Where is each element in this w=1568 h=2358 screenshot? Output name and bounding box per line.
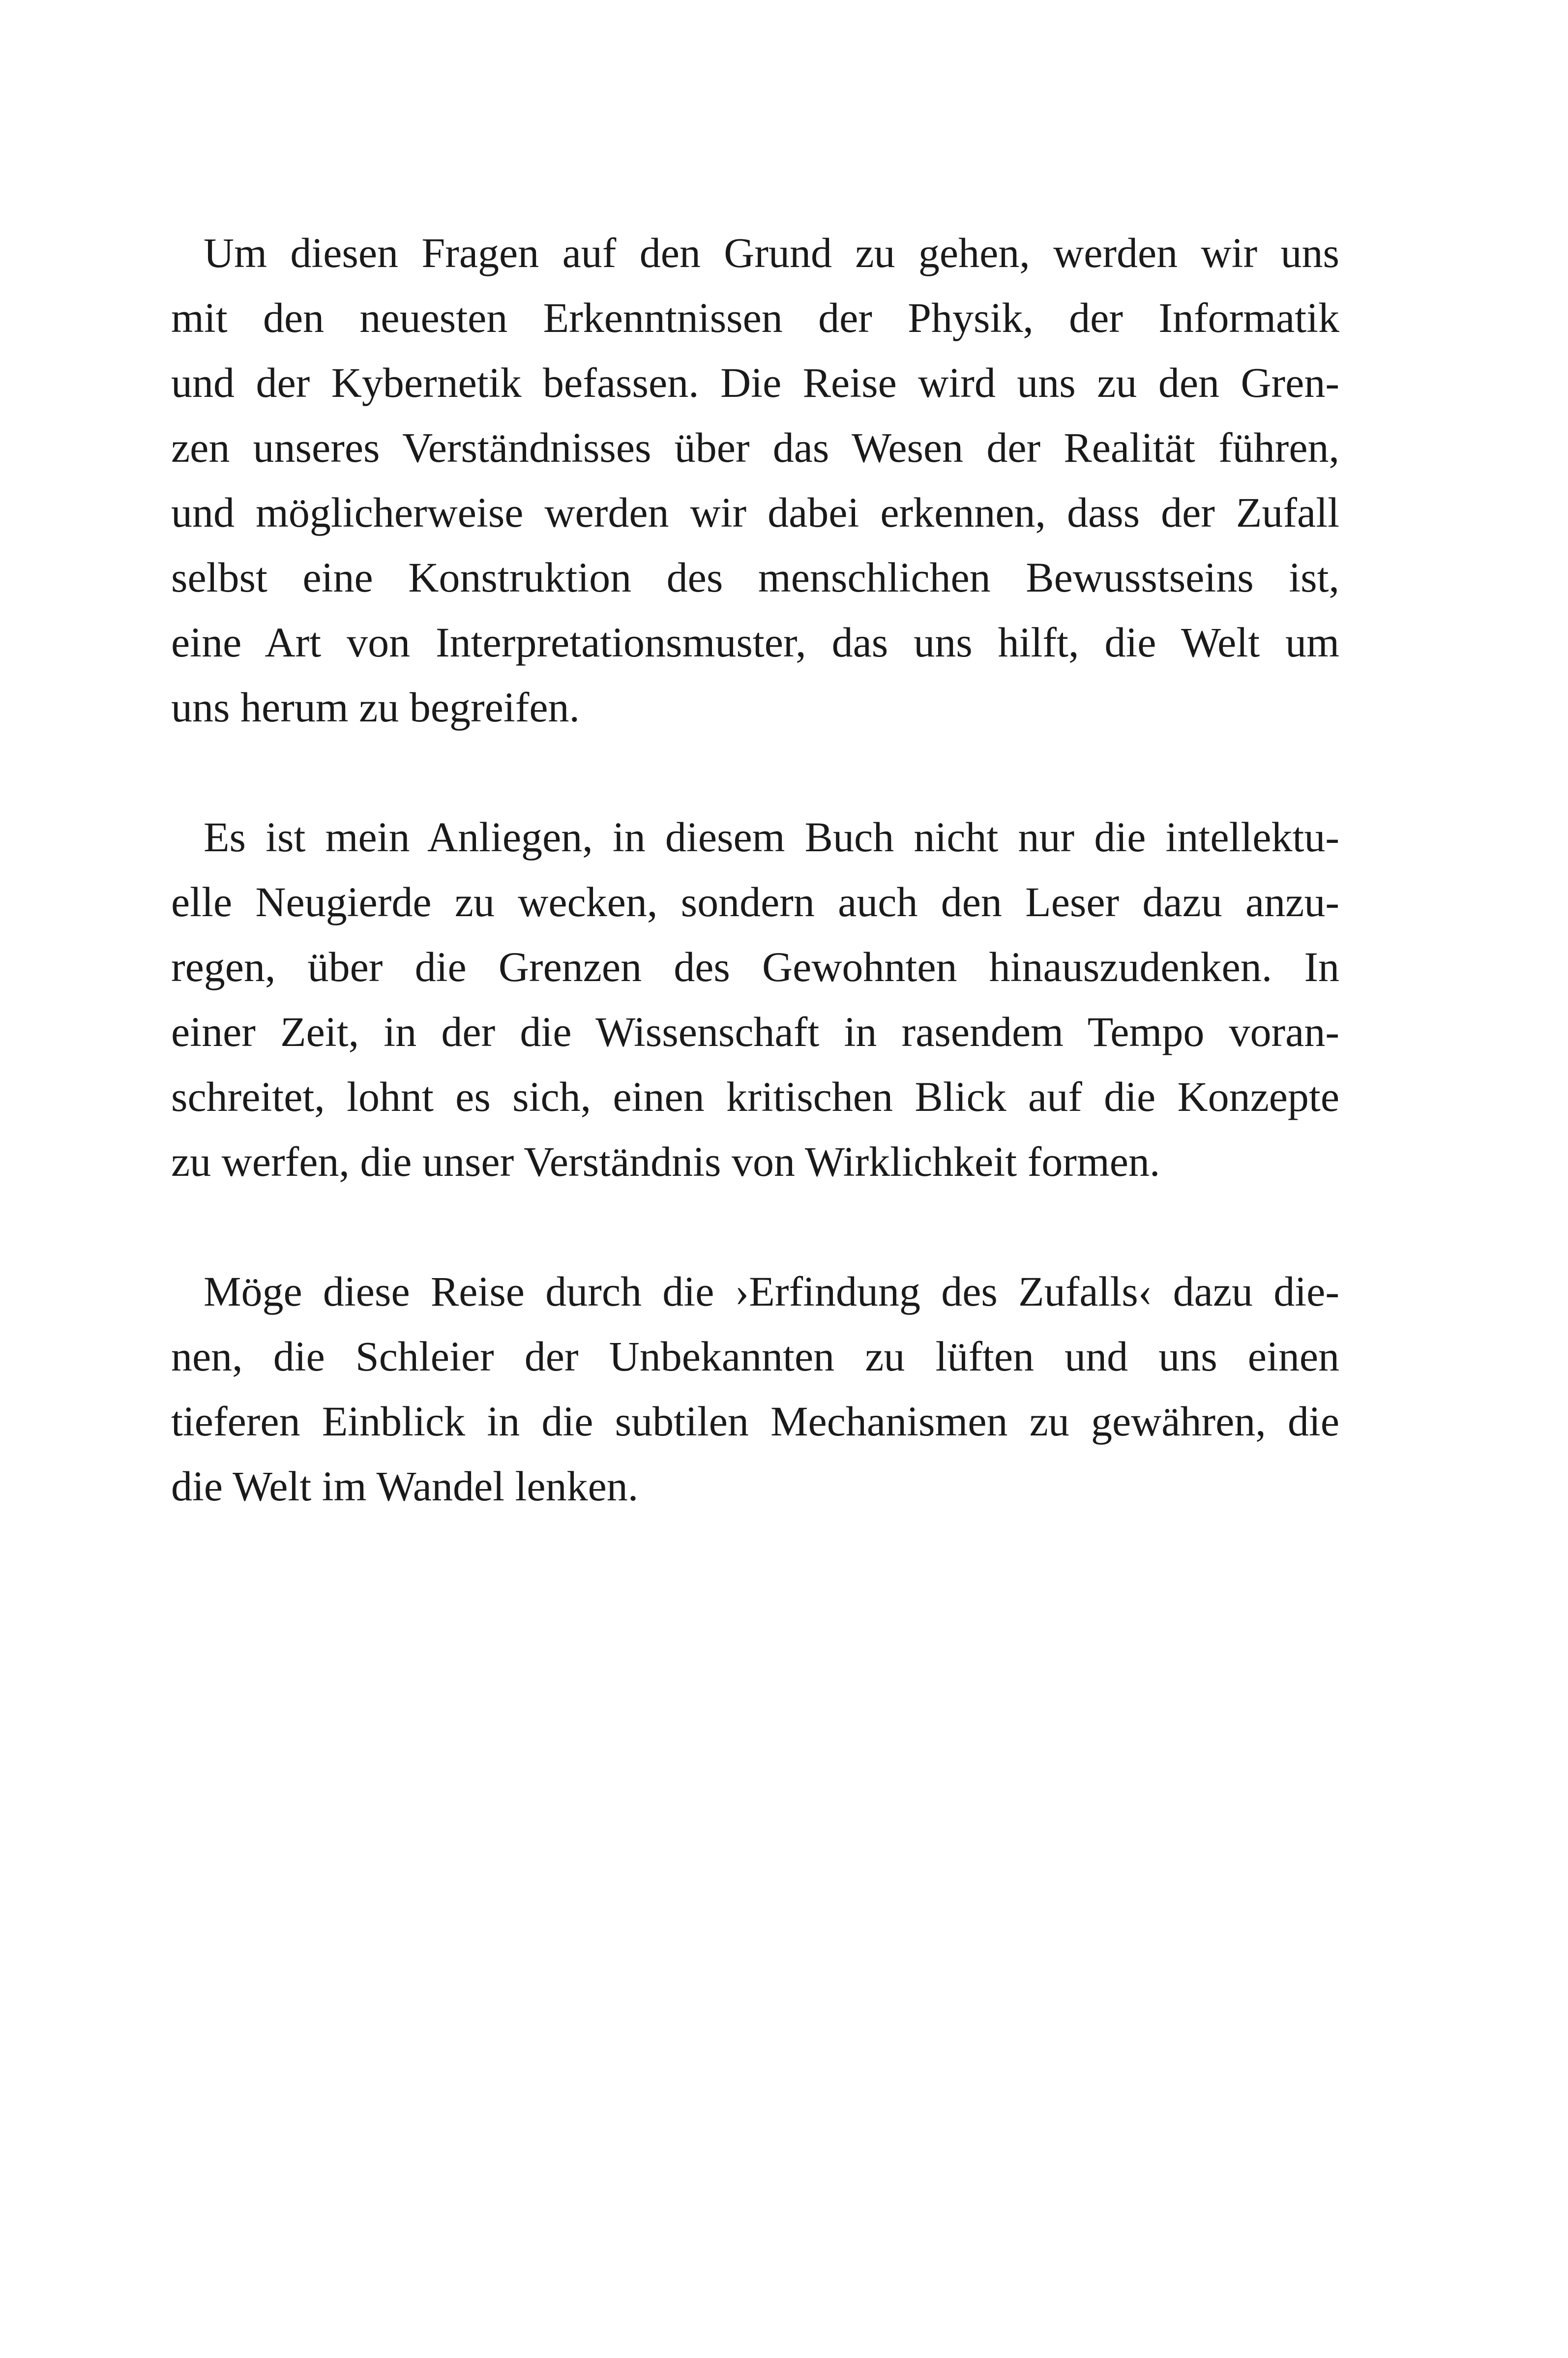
- text-line: regen, über die Grenzen des Gewohnten hinauszudenken. In: [171, 943, 1339, 990]
- body-text: [171, 220, 1339, 1519]
- text-line: und der Kybernetik befassen. Die Reise wird uns zu den Gren-: [171, 359, 1339, 406]
- text-line: zu werfen, die unser Verständnis von Wirklichkeit formen.: [171, 1138, 1160, 1185]
- text-line: schreitet, lohnt es sich, einen kritischen Blick auf die Konzepte: [171, 1073, 1339, 1120]
- text-line: Es ist mein Anliegen, in diesem Buch nicht nur die intellektu-: [204, 813, 1339, 861]
- text-line: tieferen Einblick in die subtilen Mechanismen zu gewähren, die: [171, 1398, 1339, 1445]
- text-line: mit den neuesten Erkenntnissen der Physik, der Informatik: [171, 294, 1339, 341]
- text-line: eine Art von Interpretationsmuster, das uns hilft, die Welt um: [171, 619, 1339, 666]
- paragraph-2: [171, 805, 1339, 1194]
- paragraph-3: [171, 1259, 1339, 1519]
- text-line: uns herum zu begreifen.: [171, 684, 580, 731]
- text-line: und möglicherweise werden wir dabei erkennen, dass der Zufall: [171, 489, 1339, 536]
- text-line: die Welt im Wandel lenken.: [171, 1463, 639, 1510]
- text-line: Um diesen Fragen auf den Grund zu gehen, werden wir uns: [204, 229, 1339, 276]
- text-line: nen, die Schleier der Unbekannten zu lüften und uns einen: [171, 1333, 1339, 1380]
- paragraph-1: [171, 220, 1339, 740]
- text-line: selbst eine Konstruktion des menschlichen Bewusstseins ist,: [171, 554, 1339, 601]
- text-line: zen unseres Verständnisses über das Wesen der Realität führen,: [171, 424, 1339, 471]
- text-line: einer Zeit, in der die Wissenschaft in rasendem Tempo voran-: [171, 1008, 1339, 1055]
- text-line: elle Neugierde zu wecken, sondern auch den Leser dazu anzu-: [171, 878, 1339, 925]
- text-line: Möge diese Reise durch die ›Erfindung des Zufalls‹ dazu die-: [204, 1268, 1339, 1315]
